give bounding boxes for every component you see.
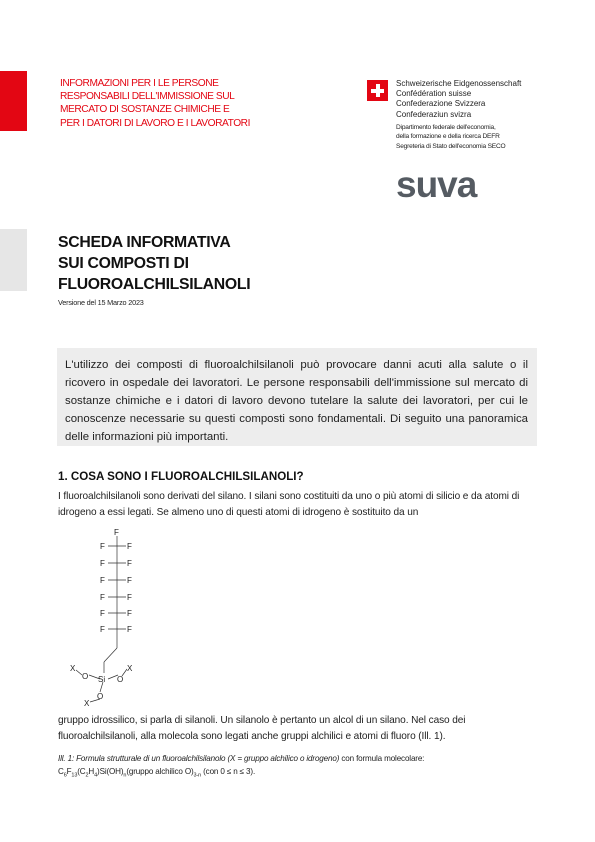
fluorine-atom: F [100, 559, 105, 568]
confederation-names [396, 79, 521, 120]
document-title [58, 232, 250, 295]
structural-formula-diagram [60, 522, 160, 712]
oxygen-atom: O [117, 675, 124, 684]
oxygen-atom: O [97, 692, 104, 701]
version-date: Versione del 15 Marzo 2023 [58, 298, 144, 307]
department-line: Segreteria di Stato dell'economia SECO [396, 143, 506, 151]
confederation-line: Confederazione Svizzera [396, 99, 486, 109]
fluorine-atom: F [100, 576, 105, 585]
fluorine-atom: F [100, 625, 105, 634]
caption-title: Ill. 1: Formula strutturale di un fluoroalchilsilanolo (X = gruppo alchilico o idrogeno) [58, 754, 340, 763]
fluorine-atom: F [127, 559, 132, 568]
section-paragraph: I fluoroalchilsilanoli sono derivati del silano. I silani sono costituiti da uno o più atomi di silicio e da atomi di idrogeno a essi legati. Se almeno uno di questi atomi di idrogeno è sostituito da un [58, 491, 520, 519]
substituent-x: X [70, 664, 76, 673]
fluorine-atom: F [100, 593, 105, 602]
substituent-x: X [127, 664, 133, 673]
intro-text: L'utilizzo dei composti di fluoroalchilsilanoli può provocare danni acuti alla salute o il ricovero in ospedale dei lavoratori. Le persone responsabili dell'immissione sul mercato di sostanze chimiche e i datori di lavoro devono tutelare la salute dei lavoratori, per cui le conoscenze necessarie su questi composti sono fondamentali. Di seguito una panoramica delle informazioni più importanti. [65, 359, 528, 443]
silicon-atom: Si [98, 675, 106, 684]
title-line: SCHEDA INFORMATIVA [58, 234, 231, 251]
title-line: SUI COMPOSTI DI [58, 255, 189, 272]
audience-line: RESPONSABILI DELL'IMMISSIONE SUL [60, 91, 235, 103]
fluorine-atom: F [127, 576, 132, 585]
oxygen-atom: O [82, 672, 89, 681]
fluorine-atom: F [127, 625, 132, 634]
audience-heading [60, 77, 320, 130]
intro-box [57, 348, 537, 446]
audience-line: PER I DATORI DI LAVORO E I LAVORATORI [60, 117, 250, 129]
molecular-formula: $C_6F_{13}(C_2H_4)Si(OH)_n(gruppo$ alchilico $O)_{3-n}$ (con 0 ≤ n ≤ 3). [58, 766, 256, 779]
fluorine-atom: F [114, 528, 119, 537]
audience-line: MERCATO DI SOSTANZE CHIMICHE E [60, 104, 230, 116]
fluorine-atom: F [100, 542, 105, 551]
title-line: FLUOROALCHILSILANOLI [58, 276, 251, 293]
department-line: Dipartimento federale dell'economia, [396, 124, 496, 131]
fluorine-atom: F [100, 609, 105, 618]
audience-line: INFORMAZIONI PER I LE PERSONE [60, 78, 219, 89]
fluorine-atom: F [127, 609, 132, 618]
section-heading: 1. COSA SONO I FLUOROALCHILSILANOLI? [58, 470, 304, 483]
fluorine-atom: F [127, 593, 132, 602]
confederation-line: Confédération suisse [396, 89, 472, 99]
department-block [396, 124, 505, 152]
substituent-x: X [84, 699, 90, 708]
confederation-line: Schweizerische Eidgenossenschaft [396, 79, 522, 88]
red-accent-bar [0, 71, 27, 131]
swiss-cross-icon [367, 80, 388, 101]
confederation-line: Confederaziun svizra [396, 109, 472, 119]
fluorine-atom: F [127, 542, 132, 551]
grey-accent-bar [0, 229, 27, 291]
figure-caption [58, 753, 538, 782]
suva-logo: suva [396, 164, 477, 205]
department-line: della formazione e della ricerca DEFR [396, 132, 500, 140]
section-paragraph: gruppo idrossilico, si parla di silanoli. Un silanolo è pertanto un alcol di un silano. Nel caso dei fluoroalchilsilanoli, alla molecola sono legati anche gruppi alchilici e atomi di fluoro (Ill. 1). [58, 715, 466, 743]
caption-suffix: con formula molecolare: [339, 754, 425, 763]
